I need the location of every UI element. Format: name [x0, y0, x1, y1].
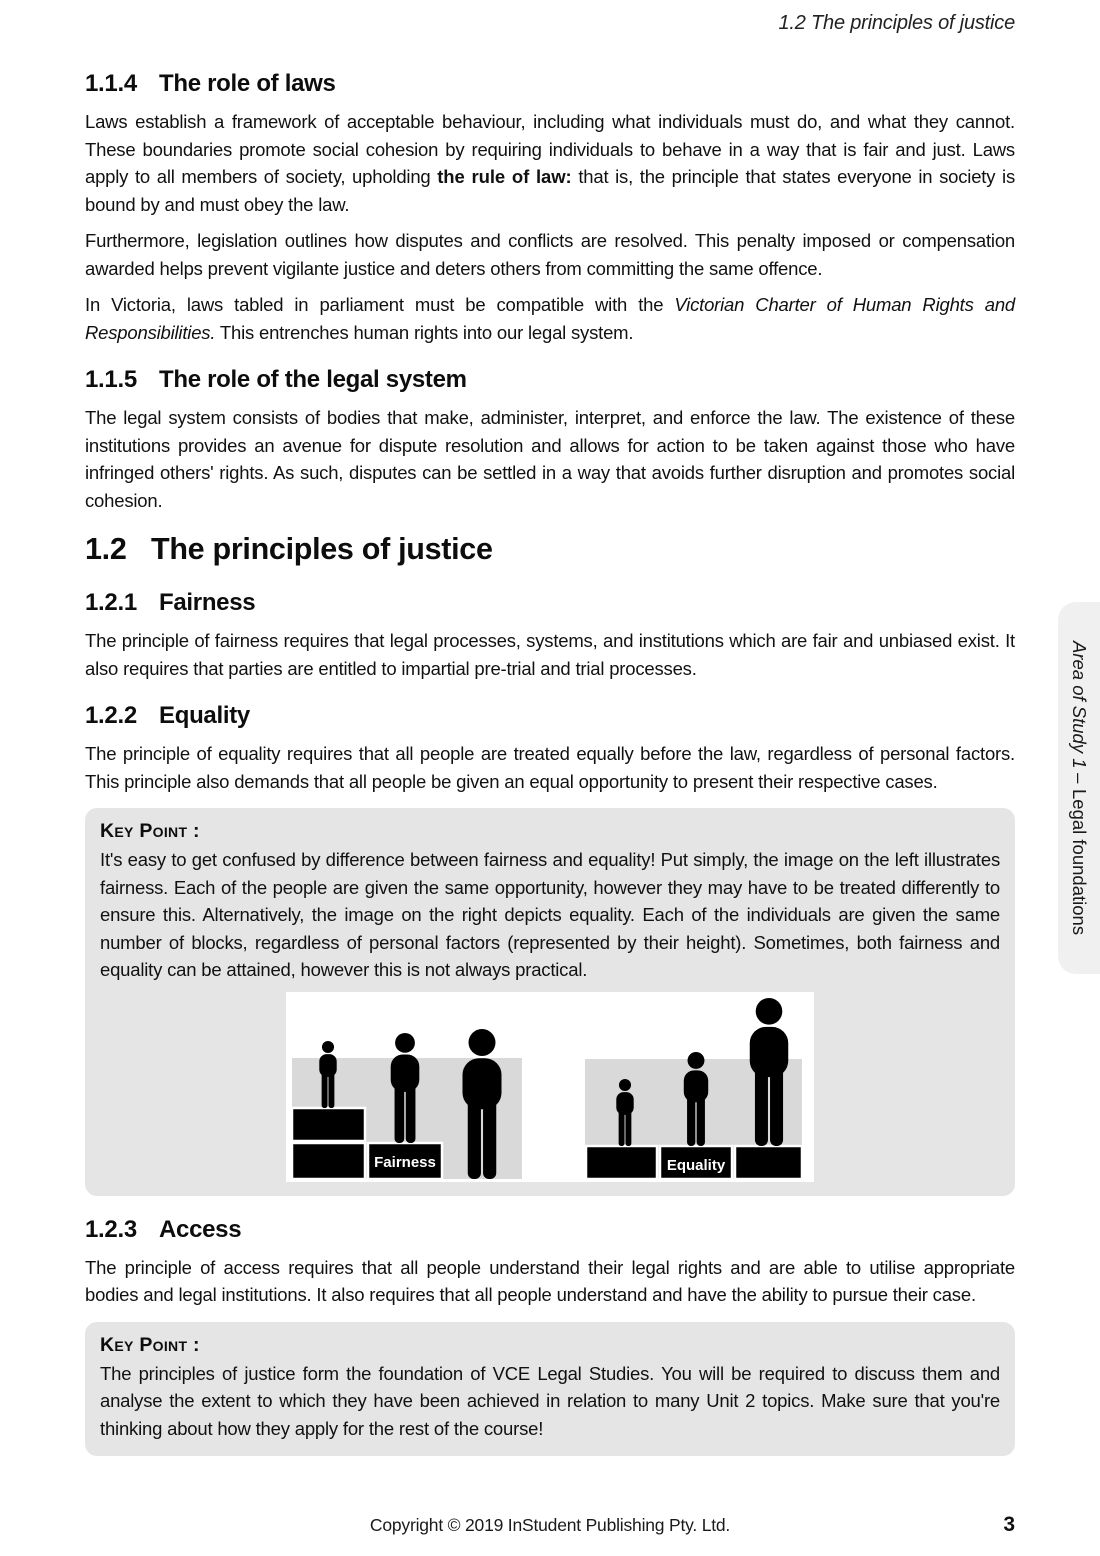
equality-group [585, 998, 802, 1179]
equality-caption: Equality [666, 1156, 726, 1174]
italic-text-run: Victorian Charter of Human Rights and Responsibilities. [85, 294, 1015, 343]
paragraph-legal-system: The legal system consists of bodies that make, administer, interpret, and enforce the law. The existence of these institutions provides an avenue for dispute resolution and allows for action to be taken against those who have infringed others' rights. As such, disputes can be settled in a way that avoids further disruption and promotes social cohesion. [85, 407, 1015, 511]
text-run: This entrenches human rights into our legal system. [215, 321, 634, 343]
section-heading-1-1-5 [85, 365, 1015, 395]
running-header: 1.2 The principles of justice [778, 12, 1015, 34]
keypoint-box-principles [85, 1322, 1015, 1457]
fairness-equality-figure [286, 992, 814, 1182]
paragraph-fairness: The principle of fairness requires that legal processes, systems, and institutions which are fair and unbiased exist. It also requires that parties are entitled to impartial pre-trial and trial processes. [85, 630, 1015, 679]
section-heading-1-2-3 [85, 1215, 1015, 1245]
keypoint-body: The principles of justice form the foundation of VCE Legal Studies. You will be required to discuss them and analyse the extent to which they have been achieved in relation to many Unit 2 topics. Make sure that you're thinking about how they apply for the rest of the course! [100, 1362, 1000, 1439]
side-tab-study-label: Area of Study 1 [1069, 640, 1090, 769]
section-title: Fairness [159, 589, 256, 616]
keypoint-label: Key Point : [100, 820, 200, 842]
section-number: 1.1.5 [85, 366, 137, 393]
fairness-group [292, 1029, 522, 1179]
block [292, 1108, 365, 1141]
paragraph-role-of-laws-2: Furthermore, legislation outlines how disputes and conflicts are resolved. This penalty imposed or compensation awarded helps prevent vigilante justice and deters others from committing the same offence. [85, 230, 1015, 279]
section-heading-1-1-4 [85, 69, 1015, 99]
block [292, 1143, 365, 1179]
section-heading-1-2-1 [85, 588, 1015, 618]
paragraph-role-of-laws-1 [85, 108, 1015, 218]
text-run: In Victoria, laws tabled in parliament must be compatible with the [85, 294, 675, 315]
section-heading-1-2-2 [85, 701, 1015, 731]
paragraph-equality: The principle of equality requires that all people are treated equally before the law, regardless of personal factors. This principle also demands that all people be given an equal opportunity to present their respective cases. [85, 743, 1015, 792]
page-content [85, 0, 1015, 1456]
page-footer [85, 1515, 1015, 1545]
side-tab-area-of-study [1058, 602, 1100, 974]
chapter-title: The principles of justice [151, 532, 493, 566]
paragraph-role-of-laws-3 [85, 291, 1015, 346]
section-number: 1.2.3 [85, 1215, 137, 1243]
keypoint-box-fairness-equality [85, 808, 1015, 1196]
copyright-text: Copyright © 2019 InStudent Publishing Pty. Ltd. [369, 1515, 731, 1535]
section-number: 1.2.1 [85, 589, 137, 616]
text-run: that is, the principle that states everyone in society is bound by and must obey the law. [85, 166, 1015, 215]
text-run: Laws establish a framework of acceptable behaviour, including what individuals must do, and what they cannot. These boundaries promote social cohesion by requiring individuals to behave in a way that is fair and just. Laws apply to all members of society, upholding [85, 111, 1015, 187]
paragraph-access: The principle of access requires that all people understand their legal rights and are able to utilise appropriate bodies and legal institutions. It also requires that all people understand and have the ability to pursue their case. [85, 1256, 1015, 1305]
section-title: The role of the legal system [159, 366, 467, 393]
page-number: 3 [1003, 1513, 1015, 1536]
bold-text-run: the rule of law: [437, 166, 572, 187]
keypoint-body: It's easy to get confused by difference between fairness and equality! Put simply, the image on the left illustrates fairness. Each of the people are given the same opportunity, however they may have to be treated differently to ensure this. Alternatively, the image on the right depicts equality. Each of the individuals are given the same number of blocks, regardless of personal factors (represented by their height). Sometimes, both fairness and equality can be attained, however this is not always practical. [100, 849, 1000, 980]
chapter-heading-1-2 [85, 529, 1015, 569]
block [735, 1146, 802, 1179]
section-number: 1.2.2 [85, 702, 137, 729]
section-title: The role of laws [159, 70, 336, 97]
fairness-caption: Fairness [374, 1153, 436, 1171]
side-tab-separator: – [1069, 768, 1090, 790]
section-title: Access [159, 1215, 242, 1243]
fairness-equality-illustration [286, 992, 814, 1182]
side-tab-topic-label: Legal foundations [1069, 789, 1090, 936]
block [586, 1146, 657, 1179]
chapter-number: 1.2 [85, 532, 127, 566]
section-number: 1.1.4 [85, 70, 137, 97]
section-title: Equality [159, 702, 250, 729]
keypoint-label: Key Point : [100, 1333, 200, 1356]
